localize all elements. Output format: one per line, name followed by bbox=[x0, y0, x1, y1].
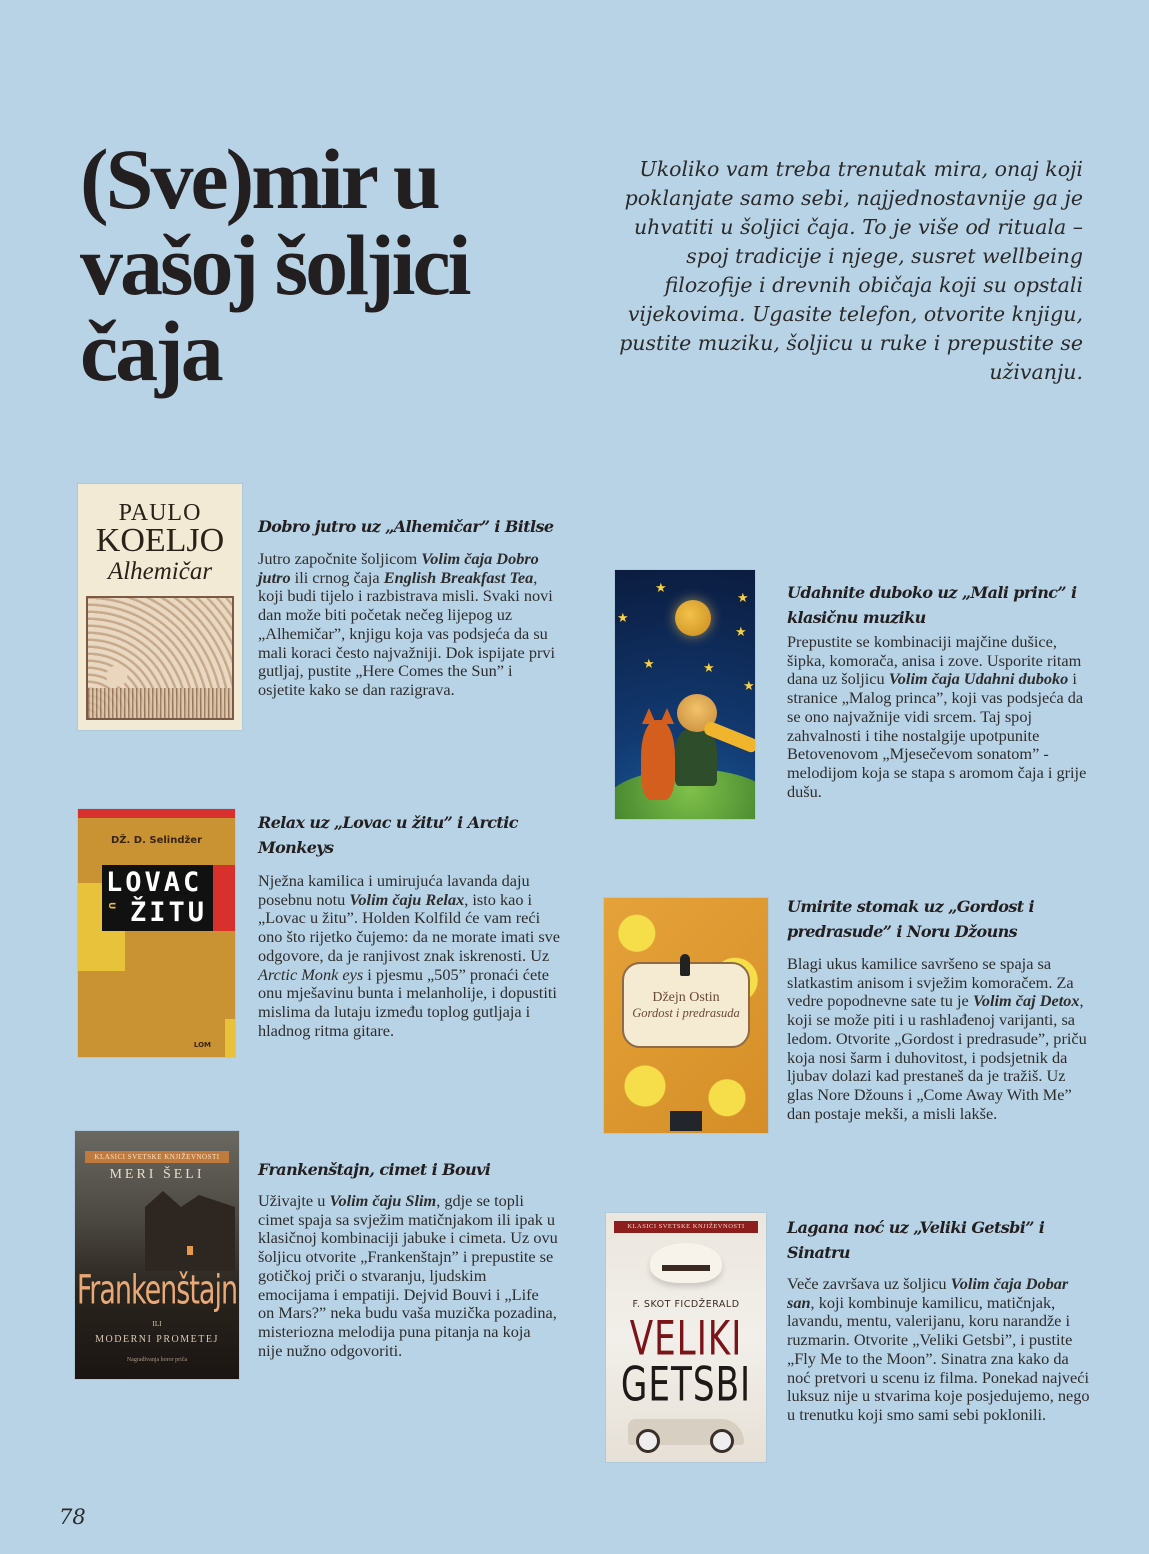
cover-title: Alhemičar bbox=[107, 558, 213, 585]
cover-author-first: PAULO bbox=[118, 500, 202, 526]
star-icon: ★ bbox=[743, 679, 755, 694]
product-name: Volim čaju Slim bbox=[329, 1191, 437, 1210]
star-icon: ★ bbox=[737, 591, 749, 606]
intro-paragraph: Ukoliko vam treba trenutak mira, onaj koji poklanjate samo sebi, najjednostavnije ga je uhvatiti u šoljici čaja. To je više od rituala – spoj tradicije i njege, susret wellbeing filozofije i drevnih običaja koji su opstali vijekovima. Ugasite telefon, otvorite knjigu, pustite muziku, šoljicu u ruke i prepustite se uživanju. bbox=[619, 157, 1083, 384]
item-body: Nježna kamilica i umirujuća lavanda daju posebnu notu Volim čaju Relax, isto kao i „Lovac u žitu”. Holden Kolfild će vam reći ono što rijetko čujemo: da ne morate imati sve odgovore, da je ranjivost znak iskrenosti. Uz Arctic Monk eys i pjesmu „505” pronaći ćete onu mješavinu bunta i melanholije, i dopustiti mislima da lutaju između toplog gutljaja i hladnog ritma gitare. bbox=[258, 871, 561, 1040]
fox-illustration bbox=[641, 720, 675, 800]
cover-ili: ILI bbox=[152, 1320, 162, 1328]
cover-title: Frankenštajn bbox=[76, 1266, 238, 1315]
cover-tagline: Nagrađivanja horor priča bbox=[126, 1357, 188, 1363]
item-title: Relax uz „Lovac u žitu” i Arctic Monkeys bbox=[258, 813, 518, 857]
cover-red-bar bbox=[78, 809, 235, 818]
star-icon: ★ bbox=[617, 611, 629, 626]
cover-title-line-2: ŽITU bbox=[130, 897, 208, 928]
engraving-illustration bbox=[86, 596, 234, 720]
product-name: Volim čaja Dobro jutro bbox=[258, 549, 539, 587]
house-illustration bbox=[145, 1191, 235, 1271]
item-title: Dobro jutro uz „Alhemičar” i Bitlse bbox=[258, 517, 554, 536]
item-body: Uživajte u Volim čaju Slim, gdje se topli cimet spaja sa svježim matičnjakom ili ipak u klasičnoj kombinaciji jabuke i cimeta. Uz ovu šoljicu otvorite „Frankenštajn” i prepustite se gotičkoj priči o stvaranju, ljudskim emocijama i empatiji. Dejvid Bouvi i „Life on Mars?” neka budu vaša muzička pozadina, misteriozna melodija puna pitanja na koja nije nužno odgovoriti. bbox=[258, 1191, 558, 1360]
moon-illustration bbox=[675, 600, 711, 636]
star-icon: ★ bbox=[735, 625, 747, 640]
headline-line-2: vašoj šoljici bbox=[80, 217, 469, 313]
item-body: Prepustite se kombinaciji majčine dušice, šipka, komorača, anisa i zove. Usporite ritam dana uz šoljicu Volim čaja Udahni duboko i stranice „Malog princa”, koji vas podsjeća da se ono najvažnije vidi srcem. Taj spoj zahvalnosti i tihe nostalgije upotpunite Betovenovom „Mjesečevom sonatom” - melodijom koja se stapa s aromom čaja i grije dušu. bbox=[787, 632, 1087, 801]
book-cover-frankenstajn bbox=[75, 1131, 239, 1379]
star-icon: ★ bbox=[655, 581, 667, 596]
page-number: 78 bbox=[59, 1505, 86, 1529]
cover-author-last: KOELJO bbox=[95, 522, 225, 559]
item-body: Jutro započnite šoljicom Volim čaja Dobro jutro ili crnog čaja English Breakfast Tea, koji budi tijelo i razbistrava misli. Svaki novi dan može biti početak nečeg lijepog uz „Alhemičar”, knjigu koja vas podsjeća da su mali koraci često najvažniji. Dok ispijate prvi gutljaj, pustite „Here Comes the Sun” i osjetite kako se dan razigrava. bbox=[258, 549, 556, 699]
item-title: Frankenštajn, cimet i Bouvi bbox=[258, 1160, 491, 1179]
product-name: Volim čaju Relax bbox=[349, 889, 465, 909]
item-body: Blagi ukus kamilice savršeno se spaja sa slatkastim anisom i svježim komoračem. Za vedre popodnevne sate tu je Volim čaj Detox, koji se može piti i u rashlađenoj varijanti, sa ledom. Otvorite „Gordost i predrasude”, priču koja nosi šarm i duhovitost, i podsjetnik da ljubav dolazi kad prestaneš da je tražiš. Uz glas Nore Džouns i „Come Away With Me” dan postaje mekši, a misli lakše. bbox=[787, 954, 1087, 1123]
product-name: Volim čaja Dobar san bbox=[787, 1274, 1069, 1312]
cover-title-line-1: VELIKI bbox=[629, 1310, 743, 1366]
cover-series-ribbon: KLASICI SVETSKE KNJIŽEVNOSTI bbox=[614, 1221, 758, 1233]
cover-title-line-2: GETSBI bbox=[620, 1356, 752, 1412]
book-cover-alhemicar bbox=[78, 484, 242, 730]
headline-line-3: čaja bbox=[80, 303, 221, 399]
product-name: Volim čaj Detox bbox=[972, 991, 1080, 1011]
cover-subtitle: MODERNI PROMETEJ bbox=[95, 1334, 219, 1345]
hat-illustration bbox=[650, 1243, 722, 1283]
item-title: Umirite stomak uz „Gordost i predrasude” i Noru Džouns bbox=[787, 897, 1034, 941]
cover-author: DŽ. D. Selindžer bbox=[110, 835, 203, 846]
star-icon: ★ bbox=[643, 657, 655, 672]
emphasis: Arctic Monk eys bbox=[258, 964, 364, 984]
cover-red-block bbox=[213, 865, 235, 931]
lady-silhouette bbox=[680, 954, 690, 976]
product-name: English Breakfast Tea bbox=[383, 567, 534, 587]
product-name: Volim čaja Udahni duboko bbox=[888, 669, 1069, 689]
cover-title-line-1: LOVAC bbox=[106, 867, 203, 898]
cover-author: MERI ŠELI bbox=[109, 1167, 205, 1182]
cover-author: F. SKOT FICDŽERALD bbox=[632, 1299, 740, 1310]
cover-yellow-block bbox=[225, 1019, 235, 1057]
book-cover-gordost-i-predrasude bbox=[604, 898, 768, 1133]
headline bbox=[80, 131, 600, 399]
book-cover-mali-princ bbox=[615, 570, 755, 819]
headline-line-1: (Sve)mir u bbox=[80, 131, 438, 227]
cover-publisher: LOM bbox=[193, 1041, 211, 1049]
car-illustration bbox=[628, 1419, 744, 1445]
star-icon: ★ bbox=[703, 661, 715, 676]
cover-author: Džejn Ostin bbox=[652, 990, 720, 1005]
publisher-logo bbox=[670, 1111, 702, 1131]
item-body: Veče završava uz šoljicu Volim čaja Dobar san, koji kombinuje kamilicu, matičnjak, lavandu, mentu, valerijanu, koru narandže i ruzmarin. Otvorite „Veliki Getsbi”, i pustite „Fly Me to the Moon”. Sinatra zna kako da noć pretvori u scenu iz filma. Ponekad najveći luksuz nije u stvarima koje posjedujemo, nego u trenutku koji smo sami sebi poklonili. bbox=[787, 1274, 1090, 1424]
cover-series-ribbon: KLASICI SVETSKE KNJIŽEVNOSTI bbox=[85, 1151, 229, 1163]
book-cover-veliki-getsbi bbox=[606, 1213, 766, 1462]
book-cover-lovac-u-zitu bbox=[78, 809, 235, 1057]
cover-title-u: U bbox=[106, 902, 116, 910]
item-title: Udahnite duboko uz „Mali princ” i klasičnu muziku bbox=[787, 583, 1077, 627]
lit-window bbox=[187, 1246, 193, 1255]
cover-title: Gordost i predrasuda bbox=[632, 1006, 740, 1020]
item-title: Lagana noć uz „Veliki Getsbi” i Sinatru bbox=[787, 1218, 1045, 1262]
